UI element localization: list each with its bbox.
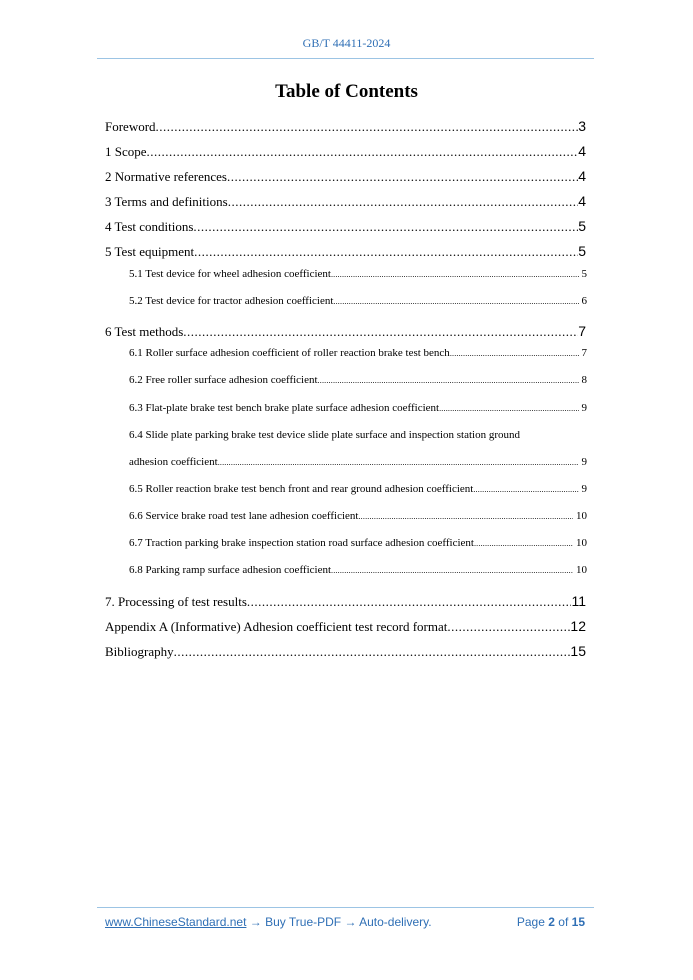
toc-entry-6-3[interactable]: [129, 402, 587, 414]
toc-entry-page: 15: [570, 643, 586, 659]
toc-entry-label: 6.8 Parking ramp surface adhesion coefficient: [129, 564, 332, 576]
header-divider: [97, 58, 594, 59]
toc-entry-foreword[interactable]: [105, 118, 586, 135]
toc-entry-appendix-a[interactable]: [105, 618, 586, 635]
toc-entry-page: 4: [578, 143, 586, 159]
footer-page-word: Page: [516, 915, 545, 929]
toc-entry-page: 5: [578, 243, 586, 259]
toc-leader-dots: [318, 374, 579, 386]
footer-site-link[interactable]: www.ChineseStandard.net: [105, 915, 247, 929]
toc-entry-label: 2 Normative references: [105, 169, 227, 184]
toc-leader-dots: [147, 144, 579, 160]
toc-entry-terms-definitions[interactable]: [105, 193, 586, 210]
footer-page-total: 15: [571, 915, 585, 929]
toc-leader-dots: [331, 268, 579, 280]
toc-entry-page: 5: [578, 218, 586, 234]
toc-entry-page: 7: [581, 347, 587, 359]
toc-leader-dots: [447, 619, 570, 635]
toc-entry-page: 4: [578, 193, 586, 209]
toc-entry-label: 6.7 Traction parking brake inspection station road surface adhesion coefficient: [129, 537, 474, 549]
toc-leader-dots: [193, 219, 578, 235]
toc-entry-6-5[interactable]: [129, 483, 587, 495]
toc-entry-label: Foreword: [105, 119, 156, 134]
toc-entry-test-equipment[interactable]: [105, 243, 586, 260]
toc-entry-label: 6 Test methods: [105, 324, 184, 339]
toc-entry-page: 10: [576, 537, 587, 549]
toc-entry-page: 7: [578, 323, 586, 339]
toc-entry-5-2[interactable]: [129, 295, 587, 307]
toc-entry-page: 9: [581, 483, 587, 495]
toc-entry-6-1[interactable]: [129, 347, 587, 359]
toc-entry-page: 3: [578, 118, 586, 134]
toc-leader-dots: [183, 324, 578, 340]
toc-leader-dots: [174, 644, 571, 660]
toc-entry-page: 4: [578, 168, 586, 184]
footer-divider: [97, 907, 594, 908]
toc-entry-scope[interactable]: [105, 143, 586, 160]
toc-entry-page: 5: [581, 268, 587, 280]
toc-entry-label: 6.5 Roller reaction brake test bench front and rear ground adhesion coefficient: [129, 483, 474, 495]
toc-title: Table of Contents: [275, 81, 418, 102]
footer-page-current: 2: [548, 915, 555, 929]
toc-leader-dots: [194, 244, 578, 260]
toc-entry-label: 5.1 Test device for wheel adhesion coefficient: [129, 268, 331, 280]
footer-page-indicator: [517, 915, 585, 929]
toc-leader-dots: [156, 119, 579, 135]
toc-entry-label: 6.1 Roller surface adhesion coefficient of roller reaction brake test bench: [129, 347, 450, 359]
toc-entry-label: 6.3 Flat-plate brake test bench brake plate surface adhesion coefficient: [129, 402, 440, 414]
toc-leader-dots: [450, 347, 579, 359]
toc-entry-label: 1 Scope: [105, 144, 147, 159]
toc-entry-6-4-line1[interactable]: 6.4 Slide plate parking brake test device slide plate surface and inspection station ground: [129, 429, 520, 441]
toc-entry-6-2[interactable]: [129, 374, 587, 386]
toc-entry-label: 5 Test equipment: [105, 244, 195, 259]
footer: [105, 915, 585, 929]
toc-leader-dots: [331, 564, 573, 576]
toc-entry-page: 11: [571, 593, 586, 609]
toc-entry-page: 10: [576, 510, 587, 522]
toc-entry-test-methods[interactable]: [105, 323, 586, 340]
toc-entry-label: 7. Processing of test results: [105, 594, 247, 609]
toc-entry-page: 6: [581, 295, 587, 307]
toc-entry-label: 6.6 Service brake road test lane adhesion coefficient: [129, 510, 359, 522]
toc-entry-page: 12: [570, 618, 586, 634]
toc-leader-dots: [227, 169, 578, 185]
toc-leader-dots: [218, 456, 579, 468]
footer-promo-text: → Buy True-PDF → Auto-delivery.: [246, 915, 432, 929]
toc-entry-label: Bibliography: [105, 644, 174, 659]
toc-entry-label: Appendix A (Informative) Adhesion coefficient test record format: [105, 619, 448, 634]
toc-entry-6-4[interactable]: [129, 456, 587, 468]
toc-entry-6-8[interactable]: [129, 564, 587, 576]
toc-entry-5-1[interactable]: [129, 268, 587, 280]
toc-entry-page: 9: [581, 456, 587, 468]
toc-entry-6-7[interactable]: [129, 537, 587, 549]
footer-promo: [105, 915, 432, 929]
toc-entry-label: 3 Terms and definitions: [105, 194, 228, 209]
toc-entry-label: adhesion coefficient: [129, 456, 218, 468]
toc-leader-dots: [474, 537, 573, 549]
toc-leader-dots: [439, 402, 578, 414]
toc-entry-test-conditions[interactable]: [105, 218, 586, 235]
toc-leader-dots: [473, 483, 578, 495]
header-standard-code: GB/T 44411-2024: [302, 36, 391, 50]
toc-leader-dots: [247, 594, 572, 610]
toc-entry-label: 6.2 Free roller surface adhesion coefficient: [129, 374, 318, 386]
toc-entry-bibliography[interactable]: [105, 643, 586, 660]
toc-entry-label: 5.2 Test device for tractor adhesion coefficient: [129, 295, 334, 307]
toc-leader-dots: [228, 194, 579, 210]
toc-leader-dots: [358, 510, 573, 522]
toc-entry-processing-results[interactable]: [105, 593, 586, 610]
toc-entry-page: 8: [581, 374, 587, 386]
toc-entry-normative-references[interactable]: [105, 168, 586, 185]
toc-entry-page: 10: [576, 564, 587, 576]
toc-leader-dots: [333, 295, 578, 307]
footer-of-word: of: [558, 915, 569, 929]
toc-entry-6-6[interactable]: [129, 510, 587, 522]
toc-entry-label: 4 Test conditions: [105, 219, 194, 234]
toc-entry-page: 9: [581, 402, 587, 414]
